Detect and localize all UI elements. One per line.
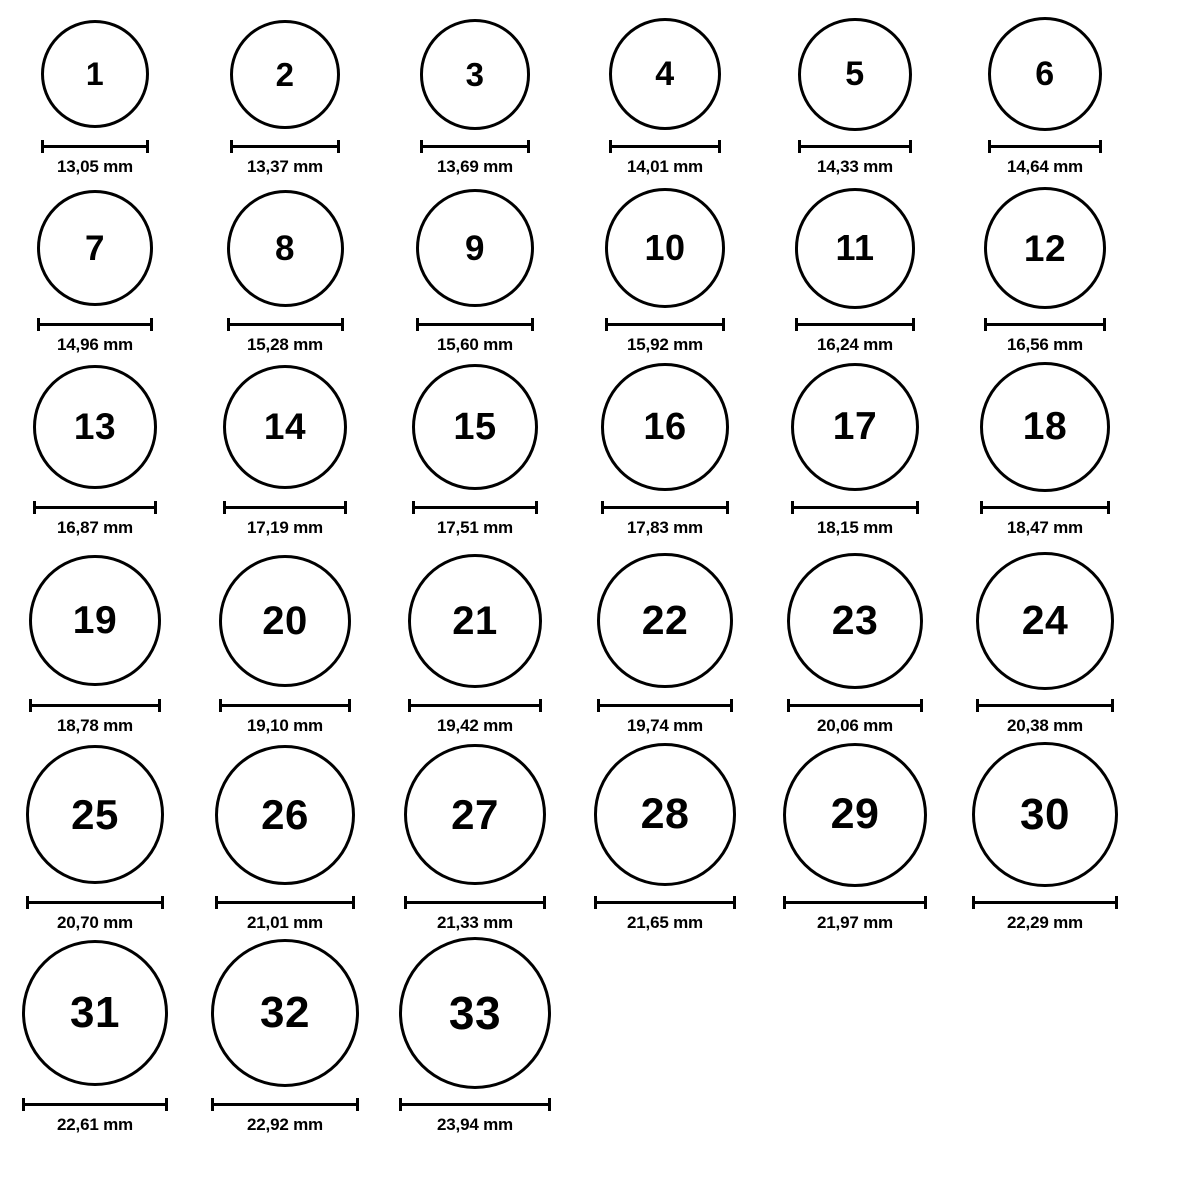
ring-circle-icon bbox=[976, 552, 1114, 690]
ring-circle-icon bbox=[404, 744, 545, 885]
ring-circle-wrap bbox=[798, 14, 911, 134]
ring-size-cell[interactable] bbox=[0, 184, 190, 355]
ring-circle-icon bbox=[798, 18, 911, 131]
caliper-icon bbox=[601, 501, 728, 513]
measurement bbox=[980, 501, 1110, 538]
caliper-icon bbox=[211, 1098, 359, 1110]
ring-size-cell[interactable] bbox=[380, 359, 570, 538]
ring-circle-icon bbox=[416, 189, 534, 307]
size-row bbox=[0, 14, 1200, 184]
ring-circle-icon bbox=[984, 187, 1106, 309]
caliper-icon bbox=[219, 699, 351, 711]
measurement bbox=[26, 896, 165, 933]
diameter-label: 22,29 mm bbox=[1007, 913, 1083, 933]
diameter-label: 17,83 mm bbox=[627, 517, 703, 537]
ring-size-cell[interactable] bbox=[950, 184, 1140, 355]
ring-circle-wrap bbox=[26, 739, 165, 890]
ring-circle-wrap bbox=[41, 14, 149, 134]
ring-size-number: 19 bbox=[72, 599, 118, 643]
measurement bbox=[211, 1098, 359, 1135]
measurement bbox=[601, 501, 728, 538]
caliper-icon bbox=[798, 140, 911, 152]
ring-size-cell[interactable] bbox=[190, 14, 380, 177]
ring-size-number: 11 bbox=[835, 227, 875, 269]
caliper-icon bbox=[980, 501, 1110, 513]
ring-circle-icon bbox=[211, 939, 359, 1087]
ring-size-number: 22 bbox=[641, 597, 689, 644]
caliper-icon bbox=[783, 896, 927, 908]
ring-size-cell[interactable] bbox=[950, 549, 1140, 736]
ring-size-number: 3 bbox=[465, 55, 485, 93]
ring-circle-wrap bbox=[605, 184, 725, 312]
caliper-icon bbox=[984, 318, 1106, 330]
ring-size-cell[interactable] bbox=[380, 934, 570, 1135]
ring-size-number: 31 bbox=[70, 988, 120, 1037]
ring-circle-wrap bbox=[33, 359, 156, 495]
ring-circle-wrap bbox=[976, 549, 1114, 693]
ring-circle-icon bbox=[29, 555, 160, 686]
diameter-label: 19,74 mm bbox=[627, 715, 703, 735]
caliper-icon bbox=[594, 896, 737, 908]
measurement bbox=[594, 896, 737, 933]
ring-circle-wrap bbox=[787, 549, 923, 693]
ring-size-number: 10 bbox=[644, 227, 686, 269]
diameter-label: 20,70 mm bbox=[57, 913, 133, 933]
ring-circle-icon bbox=[408, 554, 542, 688]
ring-size-number: 17 bbox=[832, 405, 878, 449]
diameter-label: 22,61 mm bbox=[57, 1115, 133, 1134]
ring-size-cell[interactable] bbox=[950, 739, 1140, 933]
diameter-label: 22,92 mm bbox=[247, 1115, 323, 1134]
ring-size-number: 27 bbox=[451, 790, 499, 838]
ring-size-number: 23 bbox=[831, 597, 879, 644]
caliper-icon bbox=[41, 140, 149, 152]
diameter-label: 21,97 mm bbox=[817, 913, 893, 933]
ring-size-cell[interactable] bbox=[190, 739, 380, 933]
ring-size-cell[interactable] bbox=[0, 739, 190, 933]
ring-size-number: 6 bbox=[1035, 55, 1055, 94]
ring-size-cell[interactable] bbox=[760, 739, 950, 933]
ring-size-number: 4 bbox=[655, 55, 675, 94]
ring-circle-icon bbox=[795, 188, 916, 309]
diameter-label: 23,94 mm bbox=[437, 1115, 513, 1134]
ring-size-number: 33 bbox=[448, 987, 502, 1039]
ring-circle-icon bbox=[980, 362, 1110, 492]
diameter-label: 18,47 mm bbox=[1007, 517, 1083, 537]
measurement bbox=[420, 140, 531, 177]
ring-circle-wrap bbox=[211, 934, 359, 1092]
ring-size-number: 9 bbox=[465, 228, 485, 268]
caliper-icon bbox=[787, 699, 923, 711]
ring-circle-wrap bbox=[795, 184, 916, 312]
ring-size-number: 29 bbox=[830, 790, 880, 839]
measurement bbox=[795, 318, 916, 355]
measurement bbox=[230, 140, 339, 177]
ring-circle-wrap bbox=[29, 549, 160, 693]
ring-size-cell[interactable] bbox=[380, 184, 570, 355]
ring-size-number: 7 bbox=[85, 228, 105, 268]
caliper-icon bbox=[37, 318, 153, 330]
measurement bbox=[399, 1098, 551, 1135]
ring-size-number: 30 bbox=[1020, 789, 1070, 839]
caliper-icon bbox=[420, 140, 531, 152]
diameter-label: 14,01 mm bbox=[627, 157, 703, 177]
ring-circle-icon bbox=[791, 363, 920, 492]
measurement bbox=[215, 896, 355, 933]
ring-circle-icon bbox=[988, 17, 1102, 131]
ring-size-cell[interactable] bbox=[570, 739, 760, 933]
caliper-icon bbox=[215, 896, 355, 908]
caliper-icon bbox=[795, 318, 916, 330]
measurement bbox=[219, 699, 351, 736]
ring-circle-wrap bbox=[597, 549, 732, 693]
ring-size-number: 16 bbox=[643, 405, 687, 448]
diameter-label: 16,56 mm bbox=[1007, 335, 1083, 355]
ring-size-number: 8 bbox=[275, 228, 295, 268]
ring-size-number: 32 bbox=[260, 988, 310, 1037]
caliper-icon bbox=[976, 699, 1114, 711]
measurement bbox=[798, 140, 911, 177]
diameter-label: 20,38 mm bbox=[1007, 715, 1083, 735]
caliper-icon bbox=[29, 699, 160, 711]
measurement bbox=[223, 501, 348, 538]
measurement bbox=[227, 318, 344, 355]
size-row bbox=[0, 184, 1200, 359]
ring-size-cell[interactable] bbox=[0, 934, 190, 1135]
caliper-icon bbox=[416, 318, 534, 330]
ring-size-number: 1 bbox=[85, 56, 105, 93]
ring-size-cell[interactable] bbox=[380, 549, 570, 736]
diameter-label: 15,28 mm bbox=[247, 335, 323, 355]
ring-circle-wrap bbox=[219, 549, 351, 693]
caliper-icon bbox=[609, 140, 721, 152]
measurement bbox=[412, 501, 538, 538]
ring-size-number: 2 bbox=[275, 55, 295, 93]
ring-circle-wrap bbox=[399, 934, 551, 1092]
diameter-label: 17,19 mm bbox=[247, 517, 323, 537]
ring-circle-icon bbox=[399, 937, 551, 1089]
ring-circle-wrap bbox=[594, 739, 737, 890]
ring-size-cell[interactable] bbox=[950, 359, 1140, 538]
ring-circle-wrap bbox=[404, 739, 545, 890]
ring-circle-icon bbox=[219, 555, 351, 687]
diameter-label: 13,37 mm bbox=[247, 157, 323, 177]
diameter-label: 14,64 mm bbox=[1007, 157, 1083, 177]
measurement bbox=[29, 699, 160, 736]
measurement bbox=[791, 501, 920, 538]
measurement bbox=[597, 699, 732, 736]
ring-circle-wrap bbox=[416, 184, 534, 312]
ring-circle-icon bbox=[420, 19, 531, 130]
ring-circle-wrap bbox=[408, 549, 542, 693]
ring-circle-icon bbox=[26, 745, 165, 884]
ring-circle-icon bbox=[22, 940, 169, 1087]
diameter-label: 19,42 mm bbox=[437, 715, 513, 735]
ring-size-number: 28 bbox=[640, 790, 690, 839]
diameter-label: 16,24 mm bbox=[817, 335, 893, 355]
ring-circle-icon bbox=[972, 742, 1117, 887]
ring-size-number: 13 bbox=[73, 406, 117, 448]
ring-size-cell[interactable] bbox=[570, 549, 760, 736]
diameter-label: 18,78 mm bbox=[57, 715, 133, 735]
ring-circle-wrap bbox=[412, 359, 538, 495]
ring-size-number: 5 bbox=[845, 55, 865, 94]
ring-size-number: 15 bbox=[453, 405, 497, 448]
ring-size-number: 18 bbox=[1022, 405, 1068, 449]
ring-size-number: 20 bbox=[262, 598, 308, 643]
caliper-icon bbox=[33, 501, 156, 513]
caliper-icon bbox=[404, 896, 545, 908]
size-row bbox=[0, 359, 1200, 549]
ring-circle-wrap bbox=[988, 14, 1102, 134]
ring-circle-icon bbox=[412, 364, 538, 490]
ring-circle-wrap bbox=[227, 184, 344, 312]
diameter-label: 16,87 mm bbox=[57, 517, 133, 537]
diameter-label: 21,65 mm bbox=[627, 913, 703, 933]
ring-size-cell[interactable] bbox=[0, 359, 190, 538]
diameter-label: 14,96 mm bbox=[57, 335, 133, 355]
measurement bbox=[404, 896, 545, 933]
ring-circle-icon bbox=[597, 553, 732, 688]
ring-size-cell[interactable] bbox=[190, 934, 380, 1135]
diameter-label: 13,69 mm bbox=[437, 157, 513, 177]
measurement bbox=[22, 1098, 169, 1135]
caliper-icon bbox=[408, 699, 542, 711]
ring-size-cell[interactable] bbox=[190, 359, 380, 538]
measurement bbox=[33, 501, 156, 538]
ring-circle-icon bbox=[787, 553, 923, 689]
ring-size-number: 25 bbox=[71, 790, 119, 838]
size-row bbox=[0, 934, 1200, 1134]
measurement bbox=[988, 140, 1102, 177]
ring-size-cell[interactable] bbox=[190, 184, 380, 355]
diameter-label: 14,33 mm bbox=[817, 157, 893, 177]
ring-circle-wrap bbox=[984, 184, 1106, 312]
ring-size-number: 26 bbox=[261, 790, 309, 838]
measurement bbox=[609, 140, 721, 177]
measurement bbox=[976, 699, 1114, 736]
diameter-label: 18,15 mm bbox=[817, 517, 893, 537]
ring-circle-wrap bbox=[223, 359, 348, 495]
ring-circle-wrap bbox=[37, 184, 153, 312]
caliper-icon bbox=[988, 140, 1102, 152]
ring-circle-wrap bbox=[420, 14, 531, 134]
ring-size-cell[interactable] bbox=[760, 14, 950, 177]
ring-size-cell[interactable] bbox=[950, 14, 1140, 177]
ring-circle-icon bbox=[215, 745, 355, 885]
ring-circle-icon bbox=[41, 20, 149, 128]
ring-circle-icon bbox=[601, 363, 728, 490]
diameter-label: 21,01 mm bbox=[247, 913, 323, 933]
ring-circle-icon bbox=[783, 743, 927, 887]
measurement bbox=[416, 318, 534, 355]
caliper-icon bbox=[791, 501, 920, 513]
ring-circle-icon bbox=[223, 365, 348, 490]
ring-size-cell[interactable] bbox=[760, 184, 950, 355]
ring-circle-icon bbox=[37, 190, 153, 306]
ring-circle-icon bbox=[227, 190, 344, 307]
measurement bbox=[408, 699, 542, 736]
measurement bbox=[783, 896, 927, 933]
measurement bbox=[984, 318, 1106, 355]
ring-circle-wrap bbox=[972, 739, 1117, 890]
measurement bbox=[972, 896, 1117, 933]
ring-circle-icon bbox=[609, 18, 721, 130]
ring-size-number: 12 bbox=[1023, 227, 1067, 269]
diameter-label: 13,05 mm bbox=[57, 157, 133, 177]
ring-circle-wrap bbox=[230, 14, 339, 134]
ring-size-number: 24 bbox=[1021, 597, 1069, 644]
diameter-label: 21,33 mm bbox=[437, 913, 513, 933]
ring-size-cell[interactable] bbox=[760, 549, 950, 736]
ring-circle-wrap bbox=[609, 14, 721, 134]
caliper-icon bbox=[972, 896, 1117, 908]
ring-size-number: 21 bbox=[452, 598, 498, 643]
ring-circle-icon bbox=[33, 365, 156, 488]
ring-size-cell[interactable] bbox=[570, 184, 760, 355]
ring-circle-icon bbox=[230, 20, 339, 129]
size-row bbox=[0, 549, 1200, 739]
diameter-label: 15,92 mm bbox=[627, 335, 703, 355]
caliper-icon bbox=[597, 699, 732, 711]
ring-size-cell[interactable] bbox=[190, 549, 380, 736]
caliper-icon bbox=[22, 1098, 169, 1110]
ring-size-cell[interactable] bbox=[760, 359, 950, 538]
measurement bbox=[787, 699, 923, 736]
ring-circle-wrap bbox=[215, 739, 355, 890]
ring-circle-icon bbox=[605, 188, 725, 308]
caliper-icon bbox=[412, 501, 538, 513]
ring-circle-wrap bbox=[980, 359, 1110, 495]
ring-size-cell[interactable] bbox=[380, 14, 570, 177]
ring-circle-wrap bbox=[22, 934, 169, 1092]
ring-circle-wrap bbox=[601, 359, 728, 495]
ring-size-cell[interactable] bbox=[0, 549, 190, 736]
diameter-label: 20,06 mm bbox=[817, 715, 893, 735]
ring-circle-wrap bbox=[791, 359, 920, 495]
caliper-icon bbox=[227, 318, 344, 330]
caliper-icon bbox=[399, 1098, 551, 1110]
diameter-label: 15,60 mm bbox=[437, 335, 513, 355]
ring-size-cell[interactable] bbox=[380, 739, 570, 933]
ring-size-cell[interactable] bbox=[0, 14, 190, 177]
ring-size-cell[interactable] bbox=[570, 359, 760, 538]
diameter-label: 19,10 mm bbox=[247, 715, 323, 735]
size-row bbox=[0, 739, 1200, 934]
diameter-label: 17,51 mm bbox=[437, 517, 513, 537]
measurement bbox=[37, 318, 153, 355]
measurement bbox=[41, 140, 149, 177]
caliper-icon bbox=[26, 896, 165, 908]
ring-circle-icon bbox=[594, 743, 737, 886]
caliper-icon bbox=[230, 140, 339, 152]
ring-circle-wrap bbox=[783, 739, 927, 890]
ring-size-number: 14 bbox=[263, 406, 307, 448]
measurement bbox=[605, 318, 725, 355]
caliper-icon bbox=[223, 501, 348, 513]
ring-size-cell[interactable] bbox=[570, 14, 760, 177]
caliper-icon bbox=[605, 318, 725, 330]
